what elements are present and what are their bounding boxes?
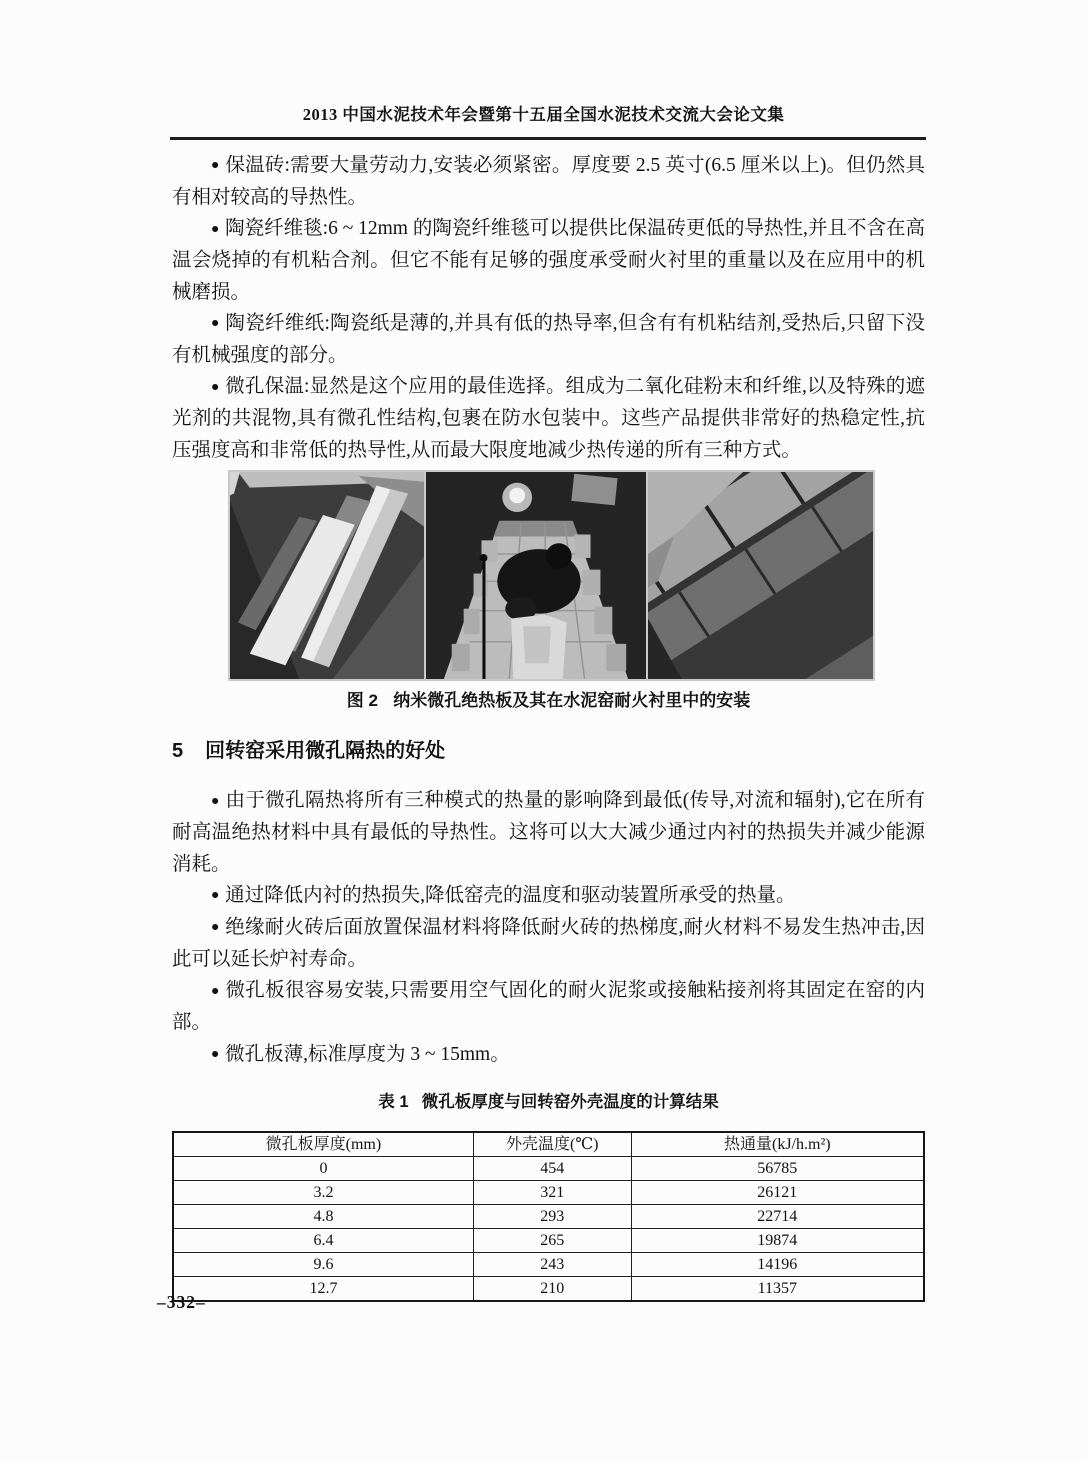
table-row: [173, 1228, 924, 1252]
page-header-title: 2013 中国水泥技术年会暨第十五届全国水泥技术交流大会论文集: [302, 105, 785, 124]
section-5-heading: [172, 737, 925, 765]
table-cell: 210: [473, 1276, 631, 1301]
intro-bullet-paragraph: [172, 150, 925, 213]
section-bullet-paragraph: [172, 975, 925, 1038]
bullet-icon: ●: [211, 792, 220, 809]
table-cell: 4.8: [173, 1204, 473, 1228]
section-bullet-paragraph: [172, 785, 925, 880]
table-cell: 11357: [631, 1276, 924, 1301]
table-header-cell: 热通量(kJ/h.m²): [631, 1132, 924, 1157]
bullet-icon: ●: [211, 887, 220, 904]
table-1-title: [172, 1090, 925, 1114]
header-rule: [170, 137, 926, 140]
paragraph-text: 陶瓷纤维毯:6 ~ 12mm 的陶瓷纤维毯可以提供比保温砖更低的导热性,并且不含在高温会烧掉的有机粘合剂。但它不能有足够的强度承受耐火衬里的重量以及在应用中的机械磨损。: [172, 218, 925, 303]
photo-brick-lining-diagonal: [648, 472, 873, 679]
paragraph-text: 陶瓷纤维纸:陶瓷纸是薄的,并具有低的热导率,但含有有机粘结剂,受热后,只留下没有机械强度的部分。: [172, 313, 925, 366]
paragraph-text: 通过降低内衬的热损失,降低窑壳的温度和驱动装置所承受的热量。: [225, 885, 796, 907]
section-title: 回转窑采用微孔隔热的好处: [205, 740, 446, 763]
section-bullet-paragraph: [172, 1039, 925, 1071]
table-cell: 243: [473, 1252, 631, 1276]
bullet-icon: ●: [211, 378, 220, 395]
figure-caption-text: 纳米微孔绝热板及其在水泥窑耐火衬里中的安装: [393, 691, 751, 711]
paragraph-text: 由于微孔隔热将所有三种模式的热量的影响降到最低(传导,对流和辐射),它在所有耐高温绝热材料中具有最低的导热性。这将可以大大减少通过内衬的热损失并减少能源消耗。: [172, 790, 925, 875]
page-body: [172, 150, 925, 1302]
photo-microporous-panel-stack: [230, 472, 424, 679]
table-row: [173, 1252, 924, 1276]
section-number: 5: [172, 740, 184, 763]
paragraph-text: 保温砖:需要大量劳动力,安装必须紧密。厚度要 2.5 英寸(6.5 厘米以上)。但仍然具有相对较高的导热性。: [172, 155, 925, 208]
table-cell: 19874: [631, 1228, 924, 1252]
paragraph-text: 微孔板很容易安装,只需要用空气固化的耐火泥浆或接触粘接剂将其固定在窑的内部。: [172, 980, 925, 1034]
bullet-icon: ●: [211, 1045, 220, 1062]
table-title-label: 表 1: [378, 1093, 409, 1112]
table-header-cell: 微孔板厚度(mm): [173, 1132, 473, 1157]
table-cell: 265: [473, 1228, 631, 1252]
figure-2-caption: [172, 689, 925, 713]
photo-kiln-interior-installation: [426, 472, 646, 679]
table-row: [173, 1156, 924, 1180]
table-row: [173, 1204, 924, 1228]
table-header-row: [173, 1132, 924, 1157]
table-cell: 3.2: [173, 1180, 473, 1204]
paragraph-text: 绝缘耐火砖后面放置保温材料将降低耐火砖的热梯度,耐火材料不易发生热冲击,因此可以延长炉衬寿命。: [172, 916, 925, 970]
table-1: [172, 1131, 925, 1302]
figure-caption-label: 图 2: [346, 691, 378, 711]
section-bullet-paragraph: [172, 912, 925, 975]
table-cell: 0: [173, 1156, 473, 1180]
intro-bullet-paragraph: [172, 213, 925, 308]
table-cell: 293: [473, 1204, 631, 1228]
table-cell: 454: [473, 1156, 631, 1180]
table-cell: 6.4: [173, 1228, 473, 1252]
paragraph-text: 微孔保温:显然是这个应用的最佳选择。组成为二氧化硅粉末和纤维,以及特殊的遮光剂的共混物,具有微孔性结构,包裹在防水包装中。这些产品提供非常好的热稳定性,抗压强度高和非常低的热导性,从而最大限度地减少热传递的所有三种方式。: [172, 376, 925, 461]
section-bullet-paragraph: [172, 880, 925, 912]
paragraph-text: 微孔板薄,标准厚度为 3 ~ 15mm。: [225, 1043, 510, 1065]
table-header-cell: 外壳温度(℃): [473, 1132, 631, 1157]
table-cell: 26121: [631, 1180, 924, 1204]
table-row: [173, 1180, 924, 1204]
table-cell: 12.7: [173, 1276, 473, 1301]
intro-bullet-paragraph: [172, 308, 925, 371]
table-cell: 14196: [631, 1252, 924, 1276]
table-cell: 9.6: [173, 1252, 473, 1276]
table-cell: 22714: [631, 1204, 924, 1228]
bullet-icon: ●: [211, 157, 220, 174]
intro-bullet-paragraph: [172, 371, 925, 466]
table-cell: 321: [473, 1180, 631, 1204]
table-row: [173, 1276, 924, 1301]
bullet-icon: ●: [211, 315, 220, 332]
figure-2-photo-strip: [228, 470, 875, 681]
table-cell: 56785: [631, 1156, 924, 1180]
bullet-icon: ●: [211, 919, 220, 936]
page-number: –332–: [157, 1292, 206, 1312]
table-title-text: 微孔板厚度与回转窑外壳温度的计算结果: [421, 1093, 719, 1112]
bullet-icon: ●: [211, 220, 220, 237]
bullet-icon: ●: [211, 982, 220, 999]
